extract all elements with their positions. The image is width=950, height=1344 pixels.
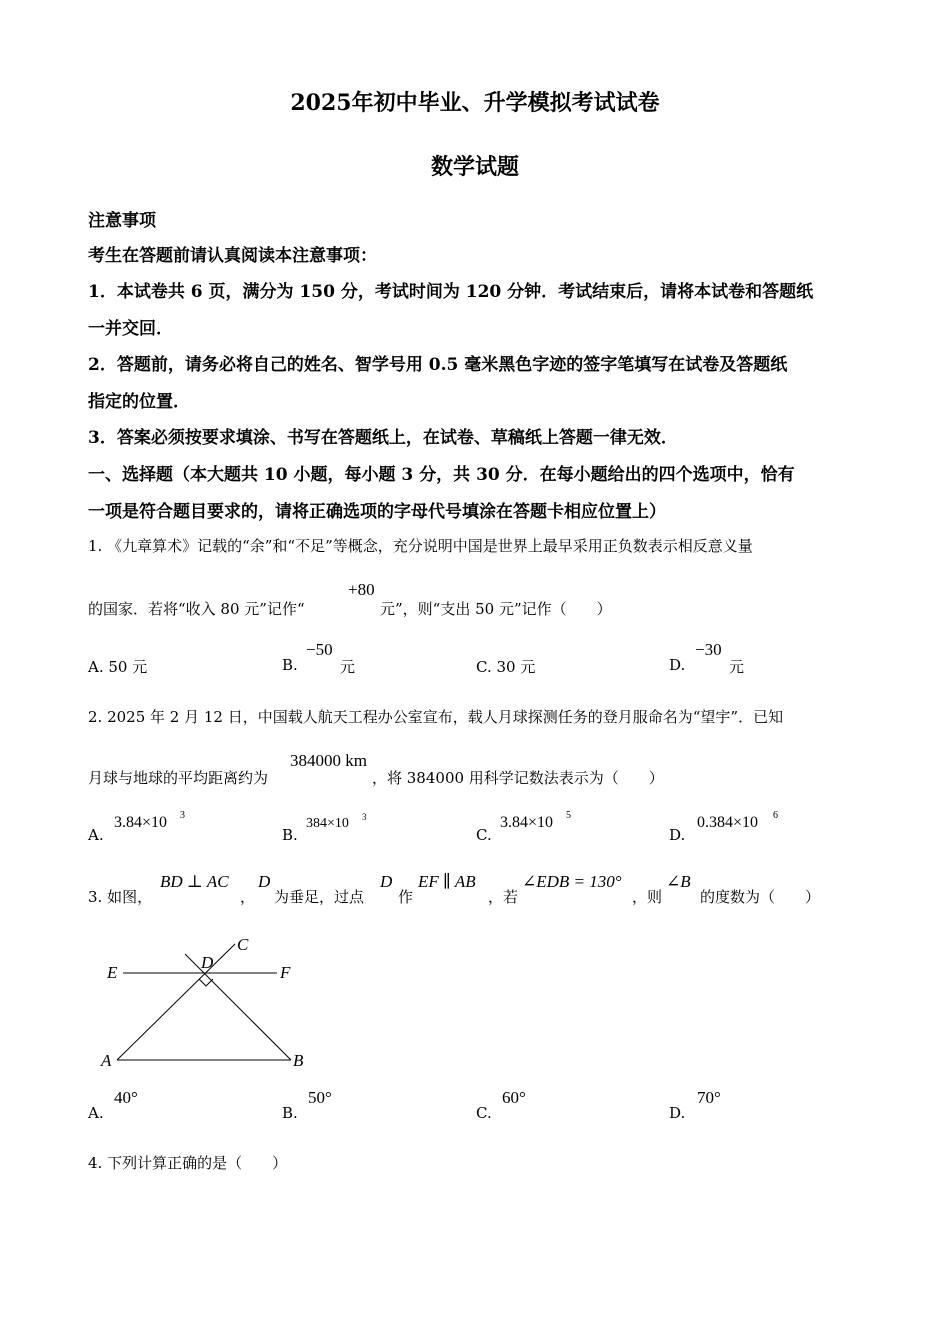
q2-option-b-base: 384×10 (306, 816, 349, 831)
label-a: A (101, 1051, 112, 1070)
q2-option-a-base: 3.84×10 (114, 814, 168, 831)
q1-option-d[interactable] (669, 640, 759, 680)
q2-option-c-exp: 5 (566, 810, 571, 821)
q3-math-angle-b: ∠B (666, 872, 691, 891)
q3-math-d2: D (380, 872, 393, 891)
q3-option-d-val: 70° (697, 1088, 721, 1107)
q3-math-bd-perp-ac: BD ⊥ AC (160, 872, 229, 891)
q3-prefix: 3. 如图， (88, 888, 153, 906)
notice-item-2: 2．答题前，请务必将自己的姓名、智学号用 0.5 毫米黑色字迹的签字笔填写在试卷及答题纸 (88, 355, 788, 375)
q2-option-c-base: 3.84×10 (500, 814, 554, 831)
q2-option-d-exp: 6 (773, 810, 778, 821)
q3-text-2: 为垂足，过点 (274, 888, 365, 906)
q2-option-d-label: D. (669, 826, 686, 844)
q3-stem (88, 870, 868, 910)
exam-subtitle: 数学试题 (430, 154, 519, 180)
q2-option-a-exp: 3 (180, 810, 185, 821)
q1-option-d-label: D. (669, 656, 686, 674)
q1-stem-line1: 1. 《九章算术》记载的“余”和“不足”等概念，充分说明中国是世界上最早采用正负数表示相反意义量 (88, 537, 753, 555)
q2-stem-line1: 2. 2025 年 2 月 12 日，中国载人航天工程办公室宣布，载人月球探测任务的登月服命名为“望宇”．已知 (88, 708, 784, 726)
q3-text-4: ，若 (488, 888, 519, 906)
exam-title: 2025年初中毕业、升学模拟考试试卷 (290, 90, 660, 116)
q3-option-b[interactable] (282, 1088, 362, 1122)
q3-option-c-val: 60° (502, 1088, 526, 1107)
q3-option-c-label: C. (476, 1104, 492, 1122)
q2-option-b-label: B. (282, 826, 298, 844)
q2-option-c[interactable] (476, 812, 586, 846)
q2-option-b[interactable] (282, 812, 392, 846)
section1-instructions-cont: 一项是符合题目要求的，请将正确选项的字母代号填涂在答题卡相应位置上） (88, 502, 666, 522)
q1-option-d-math: −30 (695, 640, 722, 659)
q1-option-c[interactable]: C. 30 元 (476, 658, 536, 676)
q3-text-3: 作 (398, 888, 414, 906)
q3-geometry-figure (95, 930, 325, 1075)
label-c: C (237, 935, 249, 954)
label-e: E (107, 963, 118, 982)
q3-option-a-val: 40° (114, 1088, 138, 1107)
q3-option-b-label: B. (282, 1104, 298, 1122)
notice-item-1: 1．本试卷共 6 页，满分为 150 分，考试时间为 120 分钟．考试结束后，请将本试卷和答题纸 (88, 282, 814, 302)
q2-math-distance: 384000 km (290, 751, 367, 770)
q3-option-d-label: D. (669, 1104, 686, 1122)
q1-option-a[interactable]: A. 50 元 (88, 658, 148, 676)
notice-intro: 考生在答题前请认真阅读本注意事项： (88, 246, 377, 266)
label-f: F (280, 963, 291, 982)
q3-text-1: ， (240, 888, 256, 906)
label-d: D (201, 953, 214, 972)
q1-math-plus80: +80 (348, 580, 375, 599)
q3-option-c[interactable] (476, 1088, 556, 1122)
section1-instructions: 一、选择题（本大题共 10 小题，每小题 3 分，共 30 分．在每小题给出的四个选项中，恰有 (88, 465, 795, 485)
q1-stem-line2-end: 元”，则“支出 50 元”记作（ ） (380, 600, 612, 618)
q3-option-a[interactable] (88, 1088, 168, 1122)
q3-math-angle-edb: ∠EDB = 130° (522, 872, 622, 891)
q1-option-b-unit: 元 (340, 658, 356, 676)
q2-option-b-exp: 3 (362, 812, 367, 822)
notice-item-2-cont: 指定的位置． (88, 392, 190, 412)
notice-heading: 注意事项 (88, 211, 156, 231)
q2-option-d[interactable] (669, 812, 789, 846)
q3-option-b-val: 50° (308, 1088, 332, 1107)
q3-option-a-label: A. (88, 1104, 104, 1122)
q3-text-6: 的度数为（ ） (700, 888, 821, 906)
q3-text-5: ，则 (632, 888, 663, 906)
label-b: B (293, 1051, 304, 1070)
q2-option-a[interactable] (88, 812, 198, 846)
q2-option-d-base: 0.384×10 (697, 814, 759, 831)
q2-stem-line2: 月球与地球的平均距离约为 (88, 769, 269, 787)
q1-option-b-label: B. (282, 656, 298, 674)
q1-option-b-math: −50 (306, 640, 333, 659)
q3-option-d[interactable] (669, 1088, 749, 1122)
q4-stem: 4. 下列计算正确的是（ ） (88, 1154, 288, 1172)
q3-math-ef-par-ab: EF ∥ AB (418, 872, 476, 891)
line-ac (117, 944, 235, 1060)
q3-math-d: D (258, 872, 271, 891)
notice-item-1-cont: 一并交回． (88, 319, 173, 339)
q2-stem-line2-end: ，将 384000 用科学记数法表示为（ ） (372, 769, 664, 787)
q1-option-b[interactable] (282, 640, 372, 680)
notice-item-3: 3．答案必须按要求填涂、书写在答题纸上，在试卷、草稿纸上答题一律无效． (88, 428, 678, 448)
q2-option-c-label: C. (476, 826, 492, 844)
q1-stem-line2: 的国家．若将“收入 80 元”记作“ (88, 600, 305, 618)
q2-option-a-label: A. (88, 826, 104, 844)
q1-option-d-unit: 元 (729, 658, 745, 676)
